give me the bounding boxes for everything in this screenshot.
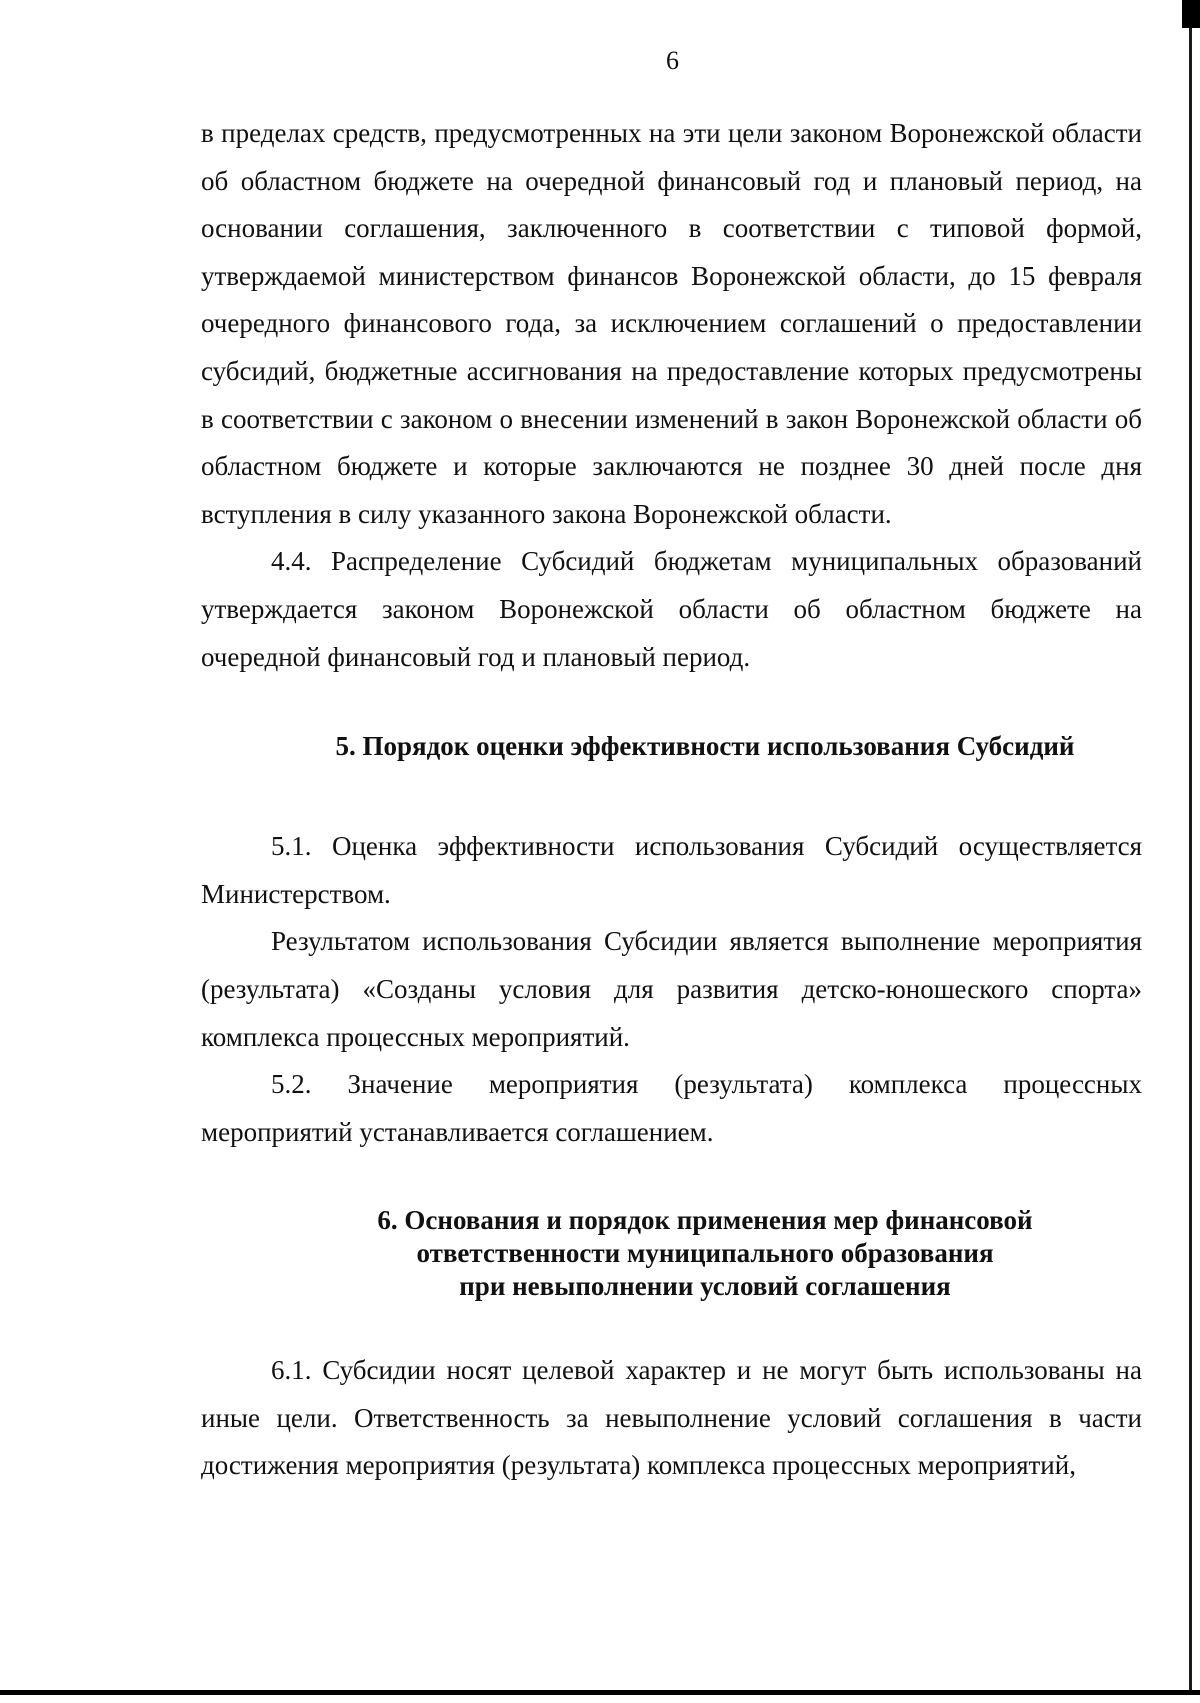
paragraph-5-result: Результатом использования Субсидии является выполнение мероприятия (результата) «Созданы условия для развития детско-юношеского спорта» комплекса процессных мероприятий. <box>201 926 1142 1052</box>
paragraph-6-1: 6.1. Субсидии носят целевой характер и не могут быть использованы на иные цели. Ответственность за невыполнение условий соглашения в части достижения мероприятия (результата) комплекса процессных мероприятий, <box>201 1355 1142 1481</box>
section-5-heading: 5. Порядок оценки эффективности использования Субсидий <box>335 731 1075 762</box>
paragraph-5-1: 5.1. Оценка эффективности использования Субсидий осуществляется Министерством. <box>201 831 1142 909</box>
scan-top-corner <box>1182 0 1200 28</box>
scan-bottom-edge <box>0 1690 1200 1695</box>
section-6-heading-line-3: при невыполнении условий соглашения <box>459 1271 951 1302</box>
paragraph-5-2: 5.2. Значение мероприятия (результата) комплекса процессных мероприятий устанавливается соглашением. <box>201 1069 1142 1147</box>
page-number: 6 <box>666 46 679 75</box>
document-body <box>201 110 1142 1490</box>
paragraph-4-4: 4.4. Распределение Субсидий бюджетам муниципальных образований утверждается законом Воронежской области об областном бюджете на очередной финансовый год и плановый период. <box>201 546 1142 672</box>
section-6-heading-line-1: 6. Основания и порядок применения мер финансовой <box>377 1205 1033 1236</box>
section-6-heading-line-2: ответственности муниципального образования <box>416 1238 994 1269</box>
paragraph-continuation: в пределах средств, предусмотренных на эти цели законом Воронежской области об областном бюджете на очередной финансовый год и плановый период, на основании соглашения, заключенного в соответствии с типовой формой, утверждаемой министерством финансов Воронежской области, до 15 февраля очередного финансового года, за исключением соглашений о предоставлении субсидий, бюджетные ассигнования на предоставление которых предусмотрены в соответствии с законом о внесении изменений в закон Воронежской области об областном бюджете и которые заключаются не позднее 30 дней после дня вступления в силу указанного закона Воронежской области. <box>201 118 1142 529</box>
section-6-heading <box>201 1204 1142 1303</box>
scan-right-edge <box>1189 0 1192 1695</box>
